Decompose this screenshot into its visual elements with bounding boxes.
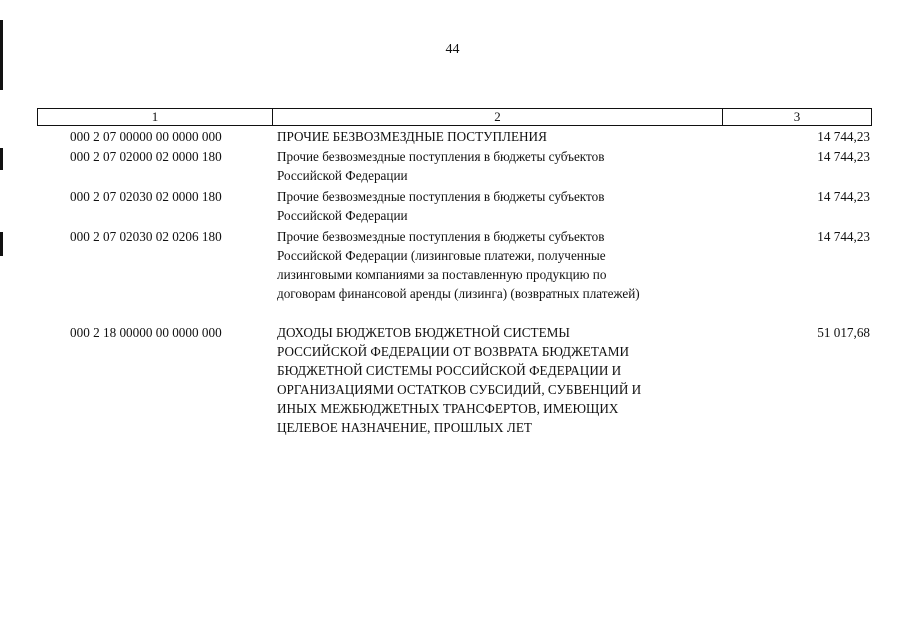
income-name-line: РОССИЙСКОЙ ФЕДЕРАЦИИ ОТ ВОЗВРАТА БЮДЖЕТАМИ [277, 344, 629, 359]
column-header-3: 3 [793, 109, 801, 124]
income-name-line: ИНЫХ МЕЖБЮДЖЕТНЫХ ТРАНСФЕРТОВ, ИМЕЮЩИХ [277, 401, 619, 416]
income-name-line: ЦЕЛЕВОЕ НАЗНАЧЕНИЕ, ПРОШЛЫХ ЛЕТ [277, 420, 532, 435]
income-name-line: БЮДЖЕТНОЙ СИСТЕМЫ РОССИЙСКОЙ ФЕДЕРАЦИИ И [277, 363, 622, 378]
page-number: 44 [445, 42, 460, 57]
scan-edge-mark-lower [0, 232, 3, 256]
income-name [277, 323, 712, 437]
income-name-line: Прочие безвозмездные поступления в бюджеты субъектов [277, 229, 605, 244]
income-name [277, 187, 712, 225]
budget-code: 000 2 07 02030 02 0206 180 [70, 229, 222, 244]
column-header-1: 1 [38, 109, 273, 125]
amount-value: 51 017,68 [817, 325, 870, 340]
amount-value: 14 744,23 [817, 229, 870, 244]
budget-code: 000 2 07 02030 02 0000 180 [70, 189, 222, 204]
income-name [277, 227, 712, 303]
income-name-line: ПРОЧИЕ БЕЗВОЗМЕЗДНЫЕ ПОСТУПЛЕНИЯ [277, 129, 547, 144]
budget-code: 000 2 18 00000 00 0000 000 [70, 325, 222, 340]
income-name-line: Прочие безвозмездные поступления в бюджеты субъектов [277, 189, 605, 204]
amount-value: 14 744,23 [817, 129, 870, 144]
amount-value: 14 744,23 [817, 149, 870, 164]
income-name-line: договорам финансовой аренды (лизинга) (возвратных платежей) [277, 286, 640, 301]
income-name-line: ОРГАНИЗАЦИЯМИ ОСТАТКОВ СУБСИДИЙ, СУБВЕНЦИЙ И [277, 382, 642, 397]
table-header [37, 108, 872, 126]
scan-edge-mark-middle [0, 148, 3, 170]
income-name-line: Российской Федерации [277, 168, 408, 183]
income-name-line: Российской Федерации (лизинговые платежи, полученные [277, 248, 606, 263]
budget-code: 000 2 07 02000 02 0000 180 [70, 149, 222, 164]
income-name-line: лизинговыми компаниями за поставленную продукцию по [277, 267, 607, 282]
income-name-line: Прочие безвозмездные поступления в бюджеты субъектов [277, 149, 605, 164]
income-name [277, 127, 712, 146]
column-header-2: 2 [273, 109, 723, 125]
income-name [277, 147, 712, 185]
income-name-line: Российской Федерации [277, 208, 408, 223]
amount-value: 14 744,23 [817, 189, 870, 204]
income-name-line: ДОХОДЫ БЮДЖЕТОВ БЮДЖЕТНОЙ СИСТЕМЫ [277, 325, 570, 340]
budget-code: 000 2 07 00000 00 0000 000 [70, 129, 222, 144]
